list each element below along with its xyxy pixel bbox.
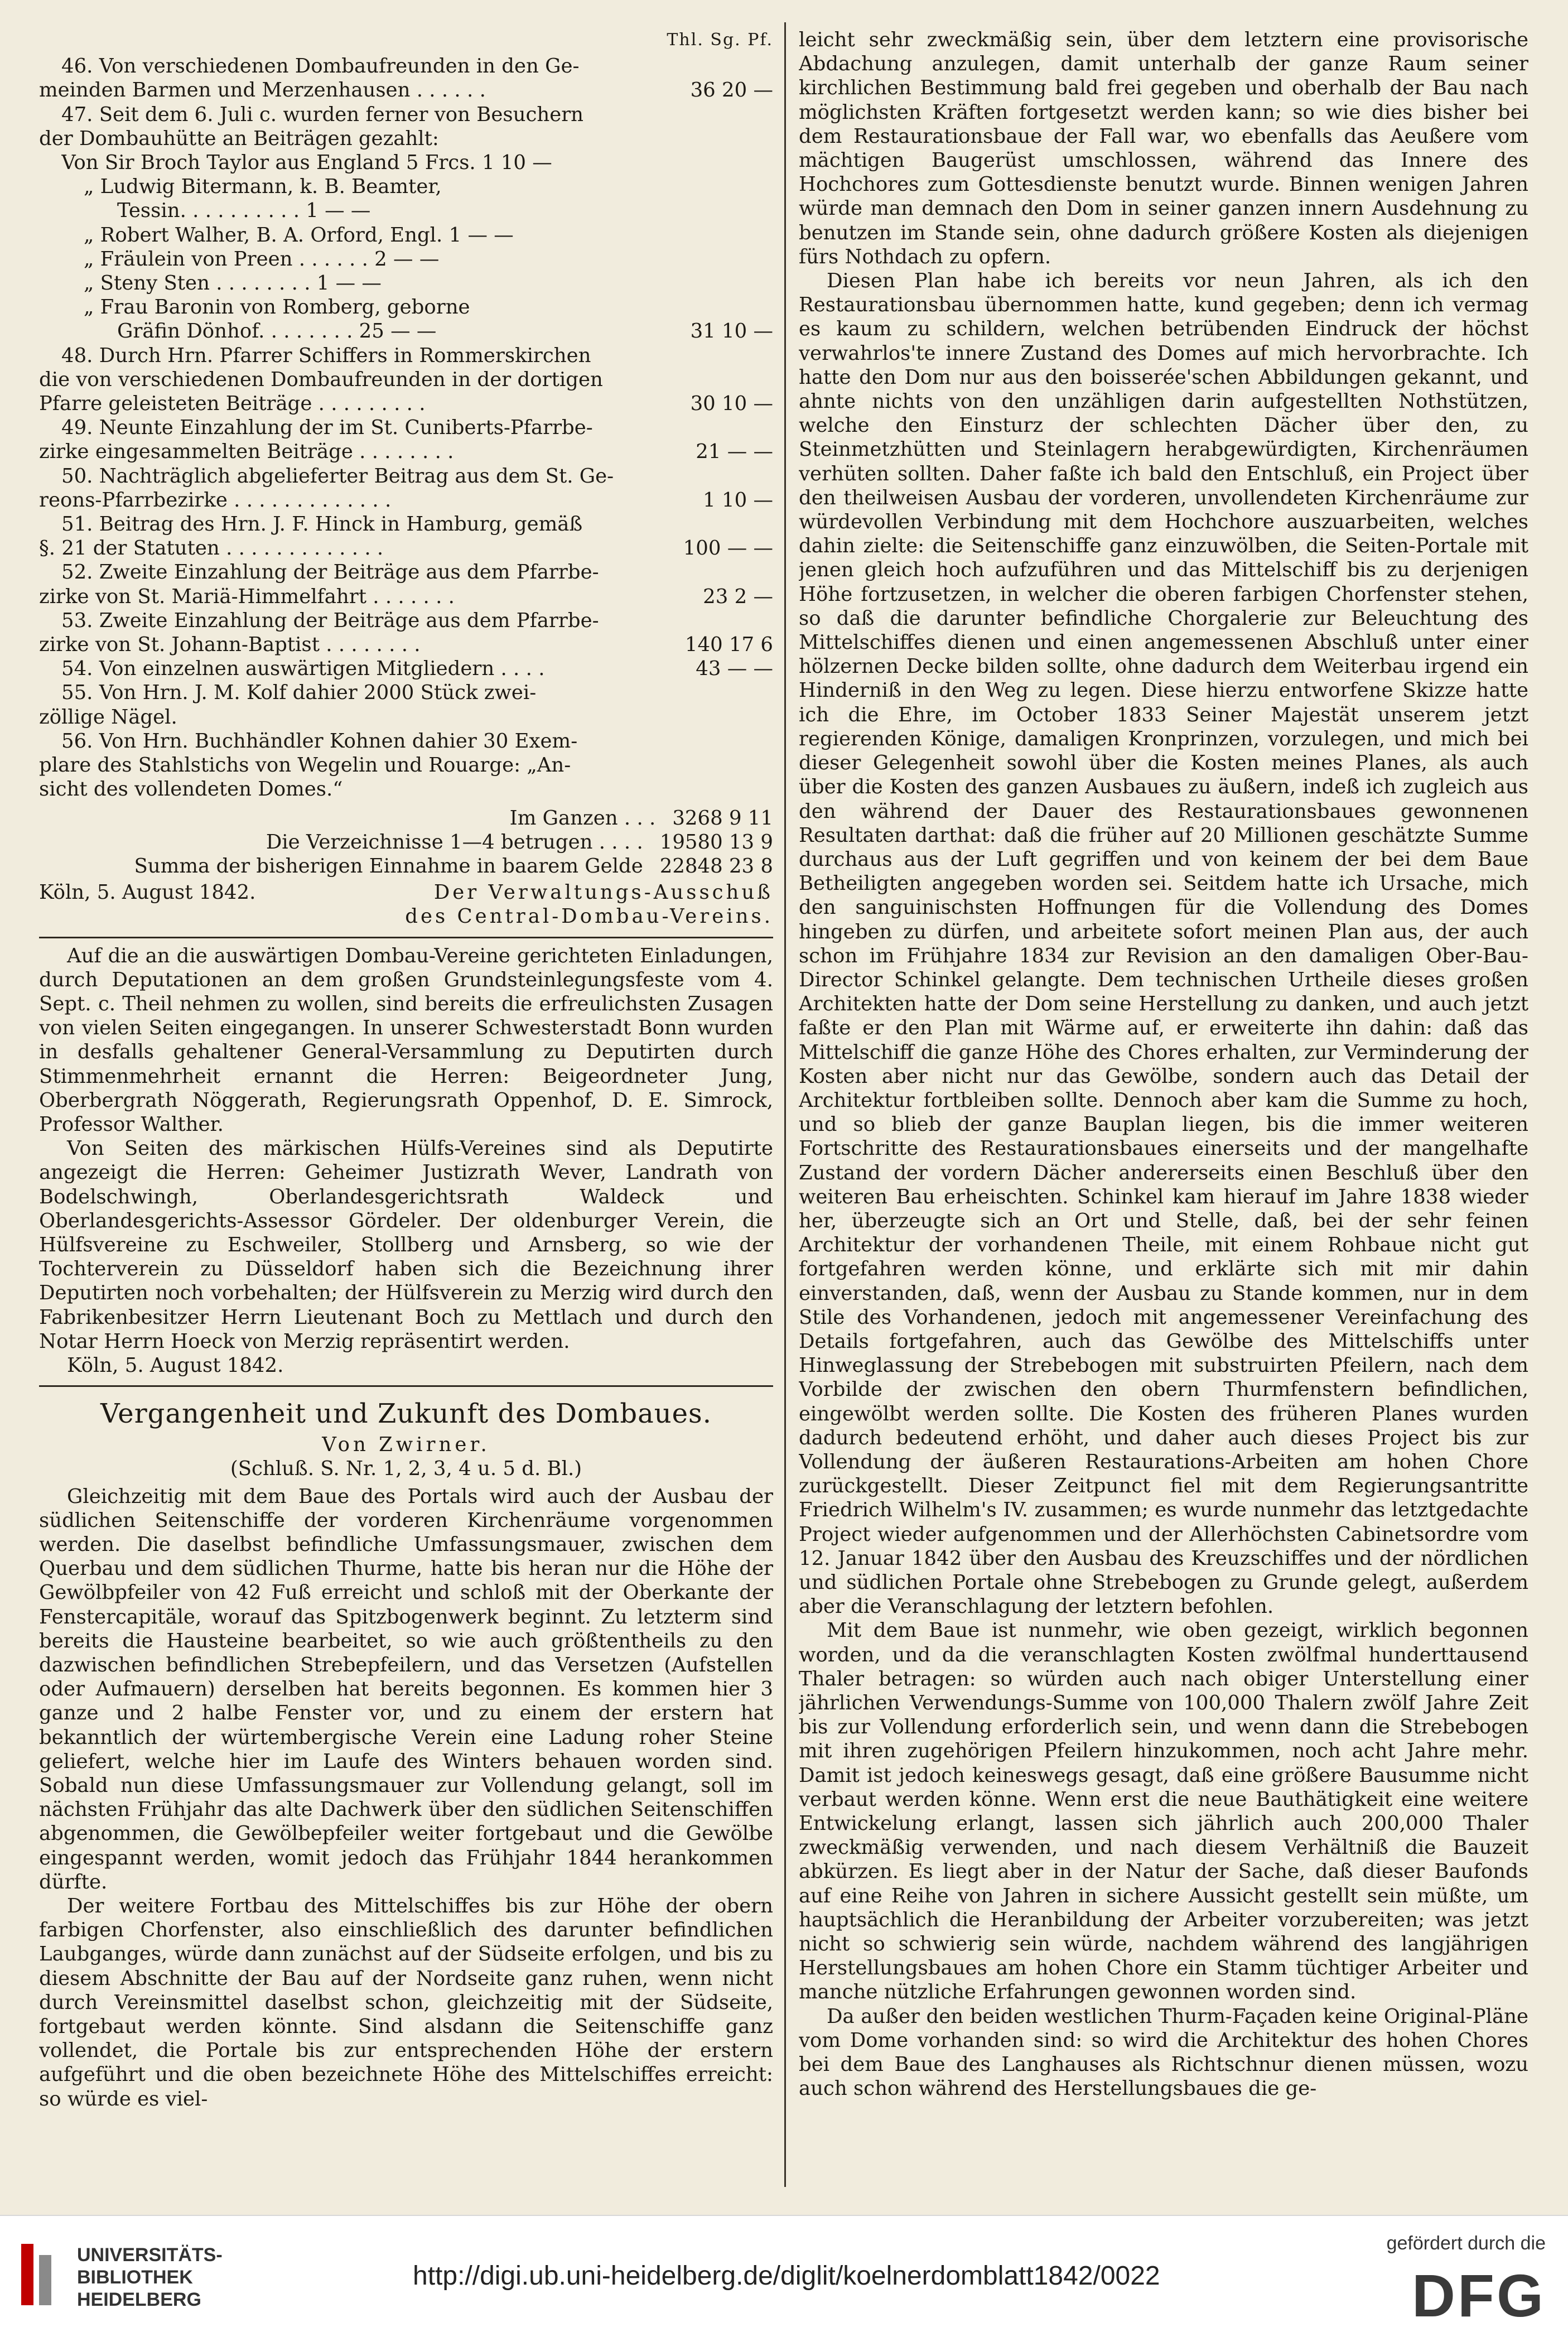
donation-entry [39, 175, 773, 199]
university-logo-icon [17, 2238, 61, 2311]
total-amount: 3268 9 11 [672, 806, 773, 830]
paragraph: Mit dem Baue ist nunmehr, wie oben gezeigt, wirklich begonnen worden, und da die veranschlagten Kosten zwölfmal hunderttausend Thaler betragen: so würden auch nach obiger Unterstellung einer jährlichen Verwendungs-Summe von 100,000 Thalern zwölf Jahre Zeit bis zur Vollendung erforderlich sein, und wenn dann die Strebebogen mit ihren zugehörigen Pfeilern hinzukommen, noch acht Jahre mehr. Damit ist jedoch keineswegs gesagt, daß eine größere Bausumme nicht verbaut werden könne. Wenn erst die neue Bauthätigkeit eine weitere Entwickelung erlangt, lassen sich jährlich auch 200,000 Thaler zweckmäßig verwenden, und nach diesem Verhältniß die Bauzeit abkürzen. Es liegt aber in der Natur der Sache, daß dieser Baufonds auf eine Reihe von Jahren in sichere Aussicht gestellt sein müßte, um hauptsächlich die Heranbildung der Arbeiter vorzubereiten; was jetzt nicht so schwierig sein würde, nachdem während des langjährigen Herstellungsbaues am hohen Chore ein Stamm tüchtiger Arbeiter und manche nützliche Erfahrungen gewonnen worden sind. [799, 1619, 1528, 2004]
donation-text: „ Steny Sten . . . . . . . . 1 — — [84, 272, 382, 295]
donation-text: „ Ludwig Bitermann, k. B. Beamter, [84, 175, 442, 199]
donation-entry [39, 416, 773, 440]
donation-entry [39, 54, 773, 78]
institution-line: BIBLIOTHEK [77, 2267, 193, 2288]
donation-entry [39, 103, 773, 127]
donation-text: §. 21 der Statuten . . . . . . . . . . . . . [39, 537, 384, 560]
donation-entry [39, 440, 773, 464]
donation-text: 55. Von Hrn. J. M. Kolf dahier 2000 Stück zwei- [61, 681, 537, 705]
signature-org-line2: des Central-Dombau-Vereins. [405, 905, 773, 928]
donation-text: zirke eingesammelten Beiträge . . . . . . . . [39, 440, 454, 464]
donation-entry [39, 319, 773, 343]
donation-text: 49. Neunte Einzahlung der im St. Cuniberts-Pfarrbe- [61, 416, 593, 440]
donation-entry [39, 151, 773, 175]
donation-entry [39, 560, 773, 584]
total-row [39, 806, 773, 830]
paragraph: leicht sehr zweckmäßig sein, über dem letztern eine provisorische Abdachung anzulegen, damit unterhalb der ganze Raum seiner kirchlichen Bestimmung bald frei gegeben und oberhalb der Bau nach möglichsten Kräften fortgesetzt werden kann; so wie dies bisher bei dem Restaurationsbaue der Fall war, wo ebenfalls das Aeußere vom mächtigen Baugerüst umschlossen, während das Innere des Hochchores zum Gottesdienste benutzt wurde. Binnen wenigen Jahren würde man demnach den Dom in seiner ganzen innern Ausdehnung zu benutzen im Stande sein, ohne dadurch größere Kosten als diejenigen fürs Nothdach zu opfern. [799, 28, 1528, 268]
total-row [39, 830, 773, 854]
paragraph: Der weitere Fortbau des Mittelschiffes bis zur Höhe der obern farbigen Chorfenster, also einschließlich des darunter befindlichen Laubganges, würde dann zunächst auf der Südseite erfolgen, und bis zu diesem Abschnitte der Bau auf der Nordseite ganz ruhen, wenn nicht durch Vereinsmittel daselbst schon, gleichzeitig mit der Südseite, fortgebaut werden könnte. Sind alsdann die Seitenschiffe ganz vollendet, die Portale bis zur entsprechenden Höhe der erstern aufgeführt und die oben bezeichnete Höhe des Mittelschiffes erreicht: so würde es viel- [39, 1895, 773, 2111]
donation-entry [39, 681, 773, 705]
donation-text: zöllige Nägel. [39, 705, 177, 729]
donation-entry [39, 609, 773, 633]
donation-entry [39, 729, 773, 753]
signature-place: Köln, 5. August 1842. [39, 881, 256, 904]
donation-entry [39, 777, 773, 801]
donation-text: plare des Stahlstichs von Wegelin und Rouarge: „An- [39, 754, 571, 777]
right-column [799, 28, 1528, 2204]
paragraph: Diesen Plan habe ich bereits vor neun Jahren, als ich den Restaurationsbau übernommen hatte, kund gegeben; denn ich vermag es kaum zu schildern, welchen betrübenden Eindruck der höchst verwahrlos'te innere Zustand des Domes auf mich hervorbrachte. Ich hatte den Dom nur aus den boisserée'schen Abbildungen gekannt, und ahnte nichts von den unzähligen darin aufgestellten Nothstützen, welche den Einsturz der schlechten Dächer über den, zu Steinmetzhütten und Steinlagern herabgewürdigten, Kirchenräumen verhüten sollten. Daher faßte ich bald den Entschluß, ein Project über den theilweisen Ausbau der vorderen, unvollendeten Kirchenräume zur würdevollen Verbindung mit dem Hochchore auszuarbeiten, welches dahin zielte: die Seitenschiffe ganz einzuwölben, die Seiten-Portale mit jenen gleich hoch aufzuführen und das Mittelschiff bis zu derjenigen Höhe fortzusetzen, in welcher die oberen farbigen Chorfenster stehen, so daß die darunter befindliche Chorgalerie zur Beleuchtung des Mittelschiffes dienen und einen angemessenen Abschluß unter einer hölzernen Decke bilden sollte, ohne dadurch dem Weiterbau irgend ein Hinderniß in den Weg zu legen. Diese hierzu entworfene Skizze hatte ich die Ehre, im October 1833 Seiner Majestät unserem jetzt regierenden Könige, damaligen Kronprinzen, vorzulegen, und mich bei dieser Gelegenheit sowohl über die Kosten meines Planes, als auch über die Kosten des ganzen Ausbaues zu äußern, indeß ich zugleich aus den während der Dauer des Restaurationsbaues gewonnenen Resultaten darthat: daß die früher auf 20 Millionen geschätzte Summe durchaus aus der Luft gegriffen und von keinem der bei dem Baue Betheiligten angegeben worden sei. Seitdem hatte ich Ursache, mich den sanguinischsten Hoffnungen für die Vollendung des Domes hingeben zu dürfen, und arbeitete sofort meinen Plan aus, der auch schon im Frühjahre 1834 zur Revision an den damaligen Ober-Bau-Director Schinkel gelangte. Dem technischen Urtheile dieses großen Architekten hatte der Dom seine Herstellung zu danken, und auch jetzt faßte er den Plan mit Wärme auf, er erweiterte ihn dahin: daß das Mittelschiff die ganze Höhe des Chores erhalten, zur Verminderung der Kosten aber nicht nur das Gewölbe, sondern auch das Detail der Architektur fortbleiben sollte. Dennoch aber kam die Summe zu hoch, und so blieb der ganze Bauplan liegen, bis die immer weiteren Fortschritte des Restaurationsbaues einerseits und der mangelhafte Zustand der vordern Dächer andererseits einen Beschluß über den weiteren Bau erheischten. Schinkel kam hierauf im Jahre 1838 wieder her, überzeugte sich an Ort und Stelle, daß, bei der sehr feinen Architektur der vorhandenen Theile, mit einem Rohbaue nicht gut fortgefahren werden könne, und erklärte sich mit mir dahin einverstanden, daß, wenn der Ausbau zu Stande kommen, nur in dem Stile des Vorhandenen, jedoch mit angemessener Vereinfachung des Details fortgefahren, auch das Gewölbe des Mittelschiffs unter Hinweglassung der Strebebogen mit substruirten Pfeilern, nach dem Vorbilde der zwischen den obern Thurmfenstern befindlichen, eingewölbt werden sollte. Die Kosten des früheren Planes wurden dadurch bedeutend erhöht, und daher auch dieses Project bis zur Vollendung der äußeren Restaurations-Arbeiten am hohen Chore zurückgestellt. Dieser Zeitpunct fiel mit dem Regierungsantritte Friedrich Wilhelm's IV. zusammen; es wurde nunmehr das letztgedachte Project wieder aufgenommen und der Allerhöchsten Cabinetsordre vom 12. Januar 1842 über den Ausbau des Kreuzschiffes und der nördlichen und südlichen Portale ohne Strebebogen zu Grunde gelegt, außerdem aber die Veranschlagung der letztern befohlen. [799, 269, 1528, 1618]
dfg-logo: DFG [1412, 2262, 1546, 2329]
donation-entry [39, 585, 773, 609]
donation-text: 52. Zweite Einzahlung der Beiträge aus dem Pfarrbe- [61, 561, 599, 584]
column-divider [784, 22, 786, 2187]
signature-org-line1: Der Verwaltungs-Ausschuß [433, 881, 773, 904]
continuation-note: (Schluß. S. Nr. 1, 2, 3, 4 u. 5 d. Bl.) [230, 1457, 582, 1481]
donation-text: 53. Zweite Einzahlung der Beiträge aus dem Pfarrbe- [61, 609, 599, 632]
paragraph: Von Seiten des märkischen Hülfs-Vereines sind als Deputirte angezeigt die Herren: Geheimer Justizrath Wever, Landrath von Bodelschwingh, Oberlandesgerichtsrath Waldeck und Oberlandesgerichts-Assessor Gördeler. Der oldenburger Verein, die Hülfsvereine zu Eschweiler, Stollberg und Arnsberg, so wie der Tochterverein zu Düsseldorf haben sich die Bezeichnung ihrer Deputirten noch vorbehalten; der Hülfsverein zu Merzig wird durch den Fabrikenbesitzer Herrn Lieutenant Boch zu Mettlach und durch den Notar Herrn Hoeck von Merzig repräsentirt werden. [39, 1137, 773, 1353]
donation-text: Gräfin Dönhof. . . . . . . . 25 — — [117, 320, 437, 343]
donation-text: zirke von St. Johann-Baptist . . . . . . . . [39, 633, 421, 657]
donation-list [39, 54, 773, 801]
summa-amount: 22848 23 8 [659, 854, 773, 878]
donation-text: Von Sir Broch Taylor aus England 5 Frcs. 1 10 — [61, 151, 552, 175]
section-rule [39, 1385, 773, 1387]
totals-block [39, 806, 773, 879]
total-label: Die Verzeichnisse 1—4 betrugen . . . . [266, 830, 643, 854]
signature-org [405, 880, 773, 928]
left-column [39, 28, 773, 2204]
donation-amount: 30 10 — [690, 392, 773, 416]
donation-entry [39, 223, 773, 247]
donation-entry [39, 127, 773, 151]
donation-amount: 23 2 — [703, 585, 773, 608]
donation-entry [39, 295, 773, 319]
paragraph: Da außer den beiden westlichen Thurm-Façaden keine Original-Pläne vom Dome vorhanden sind: so wird die Architektur des hohen Chores bei dem Baue des Langhauses als Richtschnur dienen müssen, wozu auch schon während des Herstellungsbaues die ge- [799, 2005, 1528, 2100]
donation-text: 56. Von Hrn. Buchhändler Kohnen dahier 30 Exem- [61, 729, 578, 753]
donation-entry [39, 536, 773, 560]
signature-block [39, 880, 773, 928]
article-title: Vergangenheit und Zukunft des Dombaues. [100, 1398, 712, 1430]
paragraph: Auf die an die auswärtigen Dombau-Vereine gerichteten Einladungen, durch Deputationen an dem großen Grundsteinlegungsfeste vom 4. Sept. c. Theil nehmen zu wollen, sind bereits die erfreulichsten Zusagen von vielen Seiten eingegangen. In unserer Schwesterstadt Bonn wurden in desfalls gehaltener General-Versammlung zu Deputirten durch Stimmenmehrheit ernannt die Herren: Beigeordneter Jung, Oberbergrath Nöggerath, Regierungsrath Oppenhof, D. E. Simrock, Professor Walther. [39, 944, 773, 1136]
funding-note: gefördert durch die [1386, 2233, 1546, 2254]
donation-text: zirke von St. Mariä-Himmelfahrt . . . . . . . [39, 585, 455, 608]
article-author: Von Zwirner. [322, 1433, 490, 1457]
donation-text: „ Fräulein von Preen . . . . . . 2 — — [84, 247, 440, 271]
donation-entry [39, 271, 773, 295]
donation-amount: 31 10 — [690, 320, 773, 343]
donation-amount: 140 17 6 [684, 633, 773, 657]
permalink-url[interactable]: http://digi.ub.uni-heidelberg.de/diglit/koelnerdomblatt1842/0022 [413, 2261, 1160, 2291]
donation-text: reons-Pfarrbezirke . . . . . . . . . . . . . [39, 488, 392, 512]
donation-entry [39, 344, 773, 368]
donation-text: 51. Beitrag des Hrn. J. F. Hinck in Hamburg, gemäß [61, 513, 583, 536]
donation-text: Pfarre geleisteten Beiträge . . . . . . . . . [39, 392, 426, 416]
donation-entry [39, 753, 773, 777]
donation-entry [39, 392, 773, 416]
donation-text: sicht des vollendeten Domes.“ [39, 778, 343, 801]
summa-row [39, 854, 773, 878]
donation-text: „ Frau Baronin von Romberg, geborne [84, 296, 470, 319]
donation-entry [39, 488, 773, 512]
donation-text: meinden Barmen und Merzenhausen . . . . . . [39, 79, 486, 102]
donation-amount: 36 20 — [690, 79, 773, 102]
viewer-footer [0, 2215, 1568, 2332]
institution-line: UNIVERSITÄTS- [77, 2244, 223, 2266]
summa-label: Summa der bisherigen Einnahme in baarem Gelde [134, 854, 643, 878]
donation-amount: 43 — — [696, 657, 773, 681]
paragraph: Gleichzeitig mit dem Baue des Portals wird auch der Ausbau der südlichen Seitenschiffe der vorderen Kirchenräume vorgenommen werden. Die daselbst befindliche Umfassungsmauer, zwischen dem Querbau und dem südlichen Thurme, hatte bis heran nur die Höhe der Gewölbpfeiler von 42 Fuß erreicht und schloß mit der Oberkante der Fenstercapitäle, worauf das Spitzbogenwerk beginnt. Zu letzterm sind bereits die Hausteine bearbeitet, so wie auch größtentheils zu den dazwischen befindlichen Strebepfeilern, und das Versetzen (Aufstellen oder Aufmauern) derselben hat bereits begonnen. Es kommen hier 3 ganze und 2 halbe Fenster vor, und zu einem der erstern hat bekanntlich der würtembergische Verein eine Ladung roher Steine geliefert, welche hier im Laufe des Winters behauen worden sind. Sobald nun diese Umfassungsmauer zur Vollendung gelangt, soll im nächsten Frühjahr das alte Dachwerk über den südlichen Seitenschiffen abgenommen, die Gewölbepfeiler weiter fortgebaut und die Gewölbe eingespannt werden, womit jedoch das Frühjahr 1844 herankommen dürfte. [39, 1485, 773, 1893]
donation-entry [39, 199, 773, 223]
donation-text: 47. Seit dem 6. Juli c. wurden ferner von Besuchern [61, 103, 584, 126]
donation-text: der Dombauhütte an Beiträgen gezahlt: [39, 127, 439, 150]
institution-line: HEIDELBERG [77, 2289, 201, 2310]
donation-text: 50. Nachträglich abgelieferter Beitrag aus dem St. Ge- [61, 464, 614, 488]
donation-entry [39, 78, 773, 102]
donation-amount: 1 10 — [703, 488, 773, 512]
total-amount: 19580 13 9 [659, 830, 773, 854]
donation-text: Tessin. . . . . . . . . . 1 — — [117, 199, 371, 223]
donation-entry [39, 512, 773, 536]
donation-text: die von verschiedenen Dombaufreunden in der dortigen [39, 368, 603, 391]
total-label: Im Ganzen . . . [509, 806, 656, 830]
donation-text: 46. Von verschiedenen Dombaufreunden in den Ge- [61, 55, 580, 78]
donation-entry [39, 705, 773, 729]
donation-entry [39, 633, 773, 657]
donation-entry [39, 247, 773, 271]
donation-entry [39, 368, 773, 392]
currency-header: Thl. Sg. Pf. [667, 30, 773, 50]
donation-text: 54. Von einzelnen auswärtigen Mitgliedern . . . . [61, 657, 545, 681]
donation-amount: 100 — — [683, 537, 773, 560]
donation-entry [39, 657, 773, 681]
donation-text: 48. Durch Hrn. Pfarrer Schiffers in Rommerskirchen [61, 344, 591, 367]
institution-name [77, 2244, 223, 2311]
dateline: Köln, 5. August 1842. [67, 1353, 284, 1377]
donation-amount: 21 — — [696, 440, 773, 464]
donation-text: „ Robert Walher, B. A. Orford, Engl. 1 — — [84, 223, 514, 247]
donation-entry [39, 464, 773, 488]
section-rule [39, 937, 773, 938]
